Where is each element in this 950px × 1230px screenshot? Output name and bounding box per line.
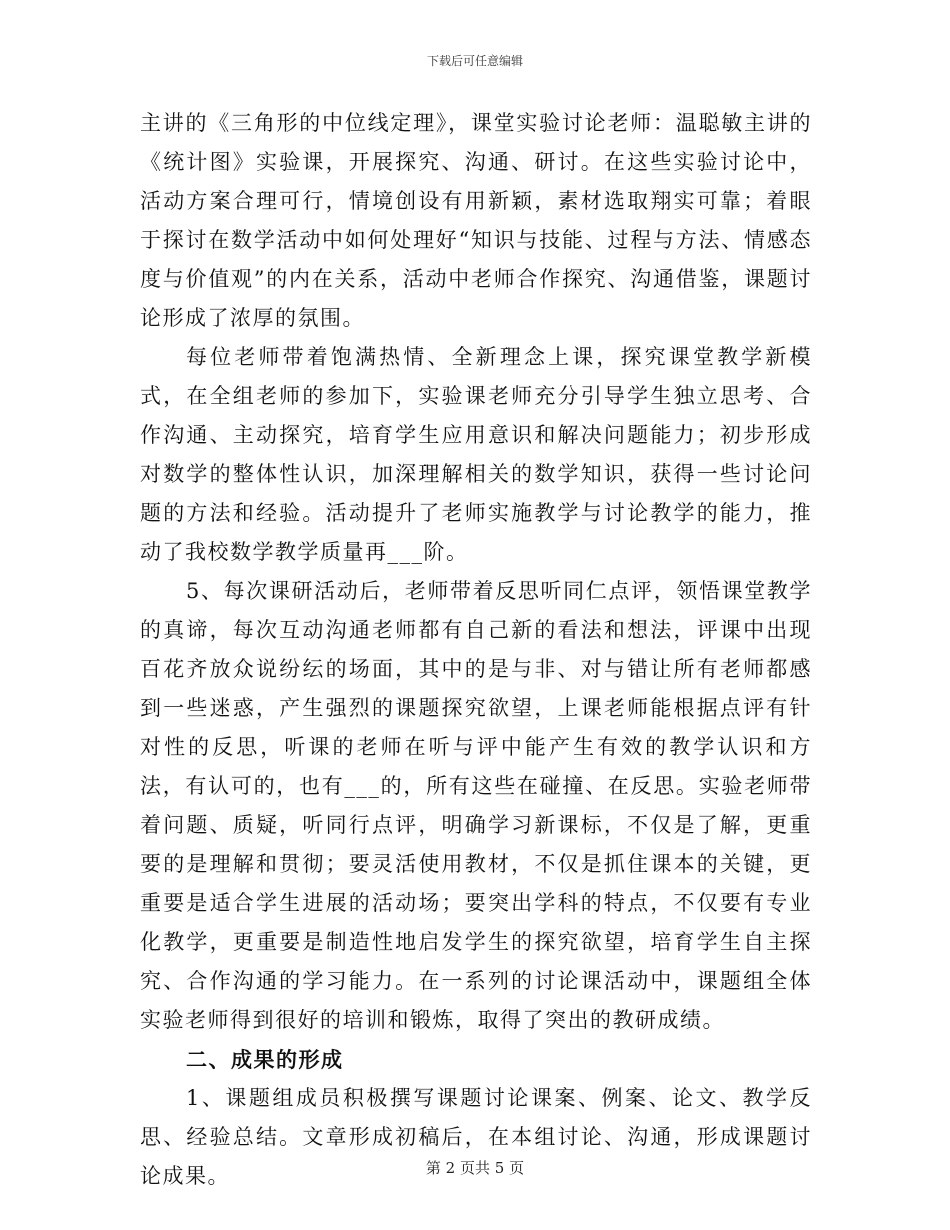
section-heading: 二、成果的形成 <box>186 1047 344 1072</box>
document-body <box>140 104 812 1196</box>
page-number: 第 2 页共 5 页 <box>425 1159 525 1177</box>
paragraph-item-1: 1、课题组成员积极撰写课题讨论课案、例案、论文、教学反思、经验总结。文章形成初稿后，在本组讨论、沟通，形成课题讨论成果。 <box>140 1086 812 1188</box>
paragraph-continuation: 主讲的《三角形的中位线定理》，课堂实验讨论老师：温聪敏主讲的《统计图》实验课，开展探究、沟通、研讨。在这些实验讨论中，活动方案合理可行，情境创设有用新颖，素材选取翔实可靠；着眼于探讨在数学活动中如何处理好“知识与技能、过程与方法、情感态度与价值观”的内在关系，活动中老师合作探究、沟通借鉴，课题讨论形成了浓厚的氛围。 <box>140 111 812 330</box>
paragraph-item-5: 5、每次课研活动后，老师带着反思听同仁点评，领悟课堂教学的真谛，每次互动沟通老师都有自己新的看法和想法，评课中出现百花齐放众说纷纭的场面，其中的是与非、对与错让所有老师都感到一些迷惑，产生强烈的课题探究欲望，上课老师能根据点评有针对性的反思，听课的老师在听与评中能产生有效的教学认识和方法，有认可的，也有___的，所有这些在碰撞、在反思。实验老师带着问题、质疑，听同行点评，明确学习新课标，不仅是了解，更重要的是理解和贯彻；要灵活使用教材，不仅是抓住课本的关键，更重要是适合学生进展的活动场；要突出学科的特点，不仅要有专业化教学，更重要是制造性地启发学生的探究欲望，培育学生自主探究、合作沟通的学习能力。在一系列的讨论课活动中，课题组全体实验老师得到很好的培训和锻炼，取得了突出的教研成绩。 <box>140 579 812 1032</box>
paragraph-teaching-mode: 每位老师带着饱满热情、全新理念上课，探究课堂教学新模式，在全组老师的参加下，实验课老师充分引导学生独立思考、合作沟通、主动探究，培育学生应用意识和解决问题能力；初步形成对数学的整体性认识，加深理解相关的数学知识，获得一些讨论问题的方法和经验。活动提升了老师实施教学与讨论教学的能力，推动了我校数学教学质量再___阶。 <box>140 345 812 564</box>
page-header: 下载后可任意编辑 <box>426 54 523 68</box>
